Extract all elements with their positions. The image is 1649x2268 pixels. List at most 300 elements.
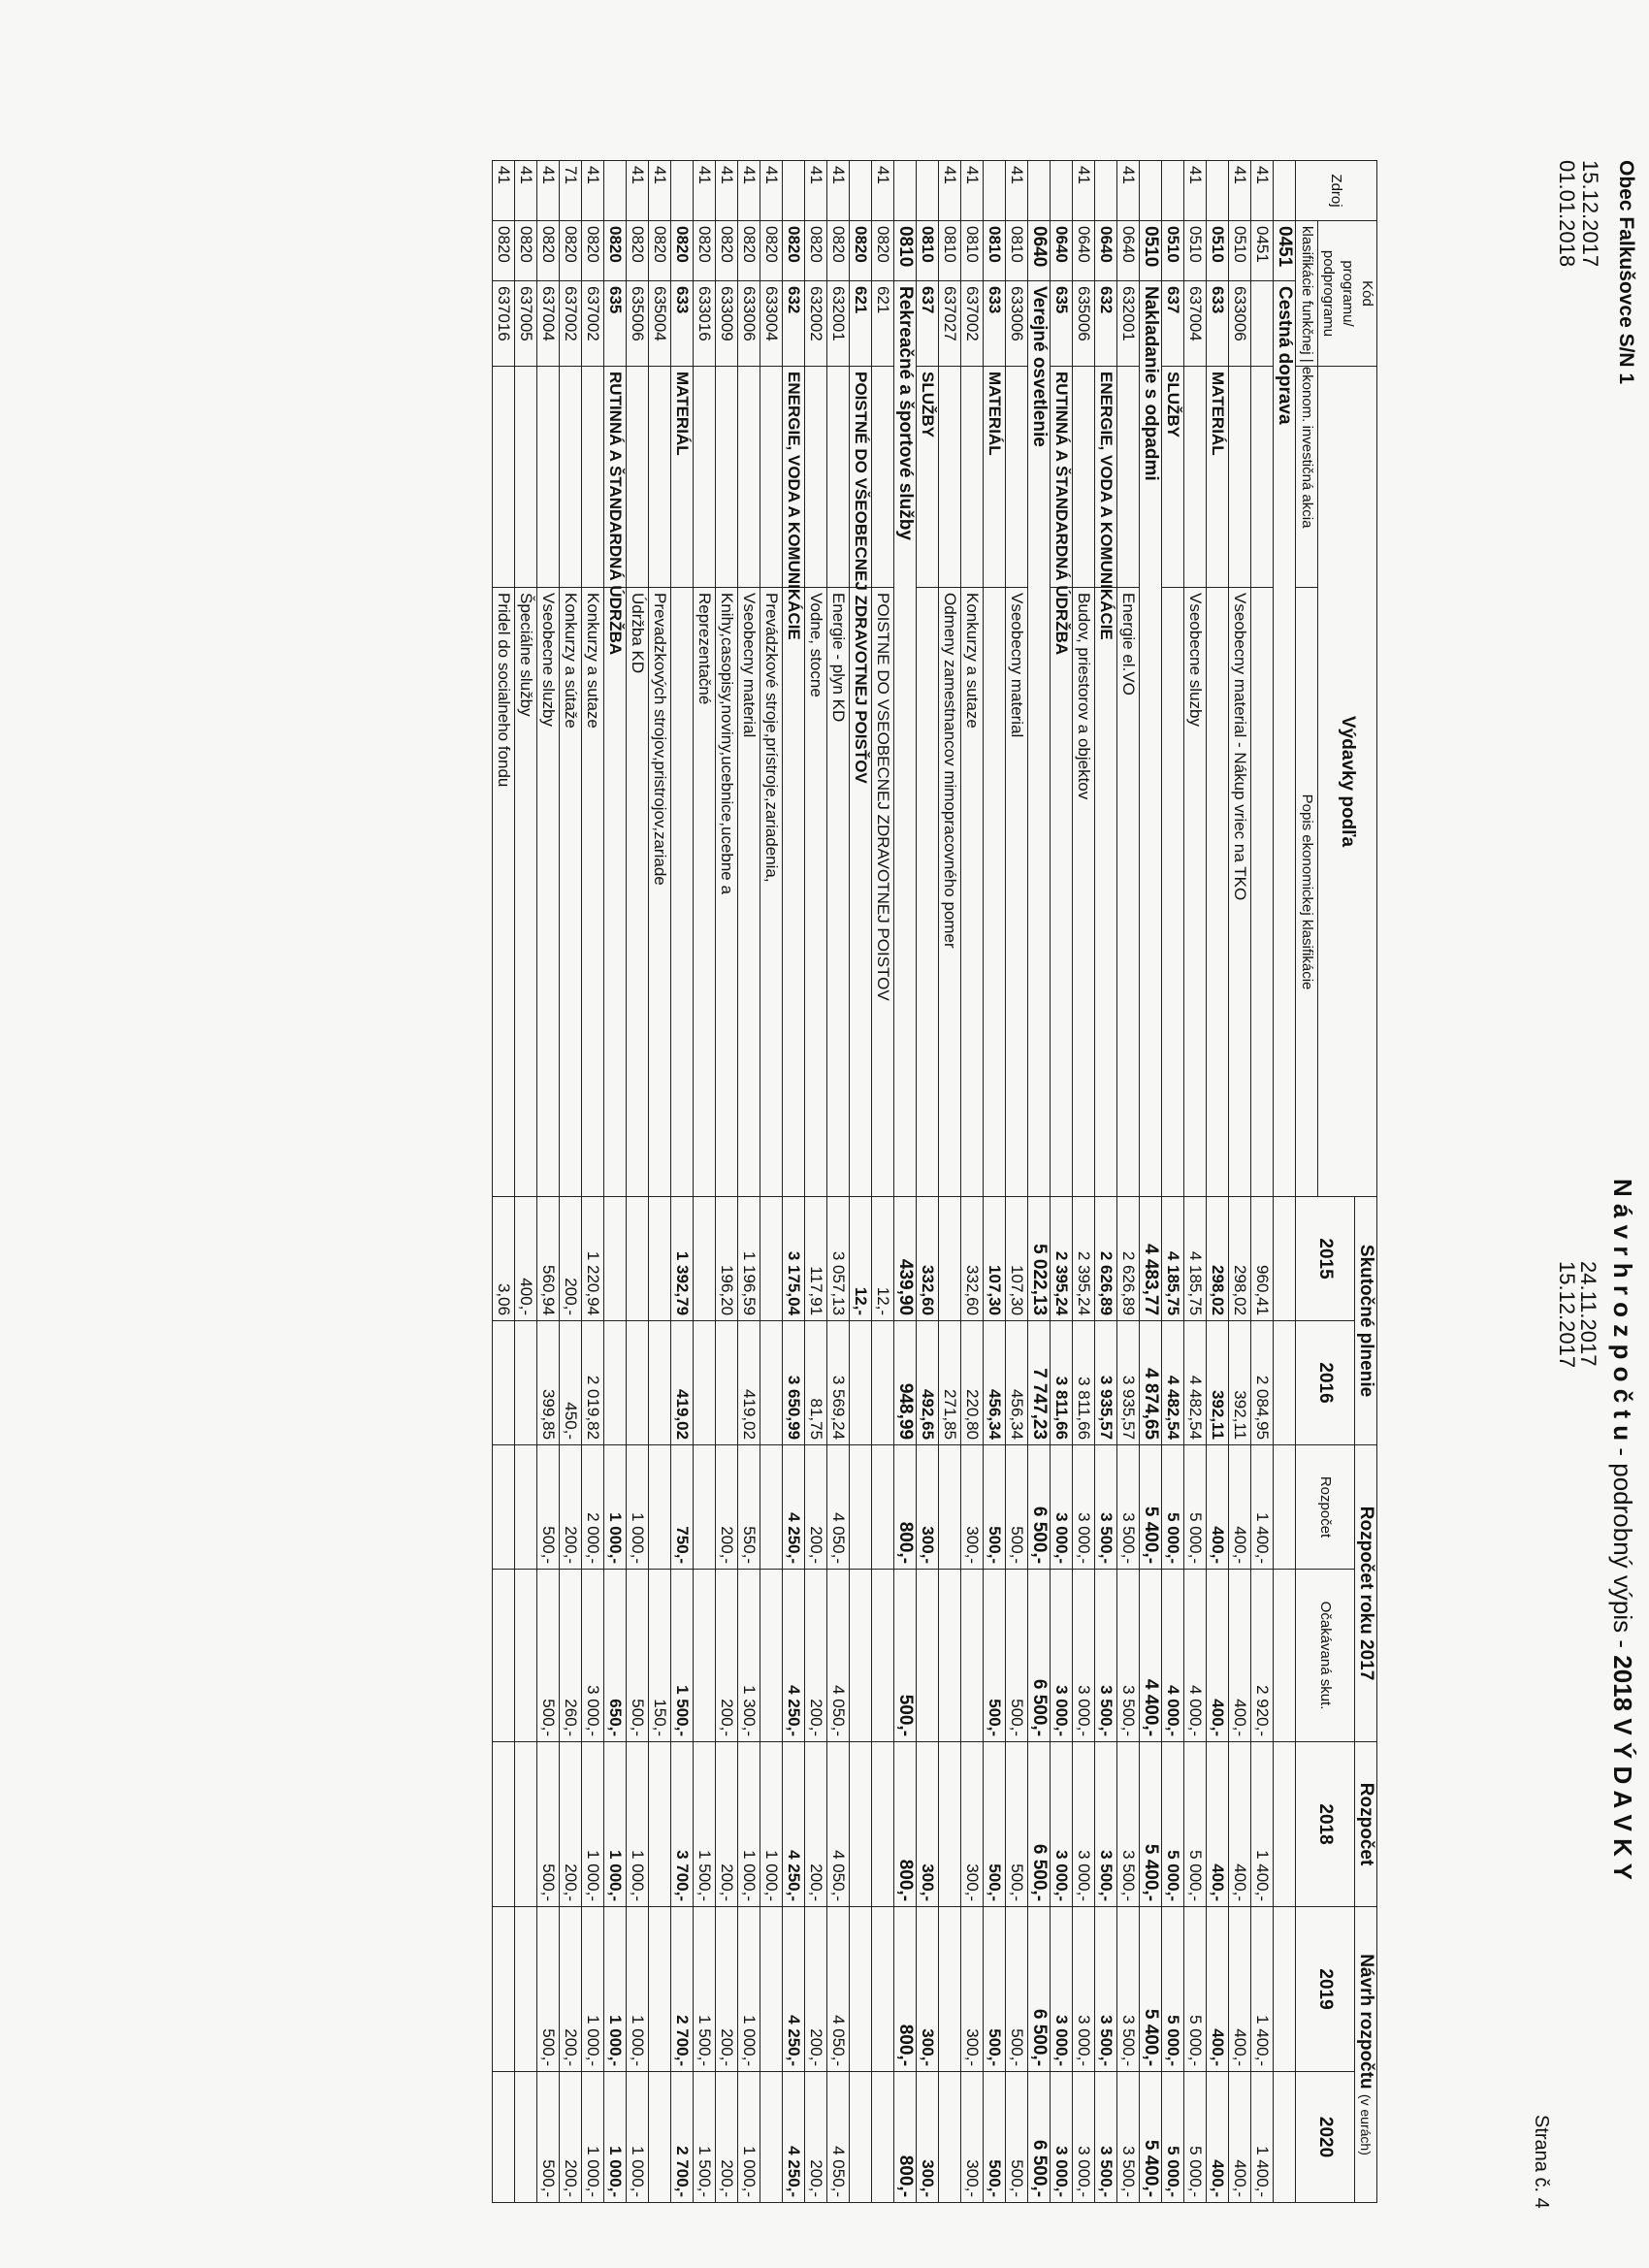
cell-r18 xyxy=(493,1742,515,1907)
cell-r18: 5 000,- xyxy=(1184,1742,1207,1907)
cell-func: 0810 xyxy=(939,221,961,281)
cell-n19 xyxy=(760,1907,783,2072)
cell-investicna xyxy=(560,367,582,588)
cell-v16: 456,34 xyxy=(984,1321,1006,1445)
table-row xyxy=(1184,161,1207,2203)
cell-v16: 4 874,65 xyxy=(1140,1321,1162,1445)
cell-r17: 5 000,- xyxy=(1184,1445,1207,1570)
cell-v15: 298,02 xyxy=(1229,1197,1251,1321)
cell-n19: 500,- xyxy=(984,1907,1006,2072)
cell-v16: 271,85 xyxy=(939,1321,961,1445)
cell-func: 0640 xyxy=(1028,221,1051,281)
cell-zdroj xyxy=(1095,161,1117,221)
cell-n20: 1 000,- xyxy=(582,2072,604,2203)
cell-r18: 300,- xyxy=(917,1742,939,1907)
cell-r17 xyxy=(493,1445,515,1570)
cell-r17: 3 000,- xyxy=(1051,1445,1073,1570)
cell-o17: 150,- xyxy=(649,1570,671,1742)
cell-o17: 4 050,- xyxy=(827,1570,850,1742)
cell-func: 0820 xyxy=(604,221,627,281)
cell-description: Vseobecny material - Nákup vriec na TKO xyxy=(1229,588,1251,1197)
subtotal-row xyxy=(917,161,939,2203)
col-2018: 2018 xyxy=(1296,1742,1355,1907)
cell-r18: 1 000,- xyxy=(604,1742,627,1907)
cell-n19: 2 700,- xyxy=(671,1907,694,2072)
cell-investicna: RUTINNÁ A ŠTANDARDNÁ ÚDRŽBA xyxy=(604,367,627,588)
cell-v15: 4 185,75 xyxy=(1162,1197,1184,1321)
cell-r17: 200,- xyxy=(716,1445,738,1570)
cell-func: 0820 xyxy=(805,221,827,281)
cell-n20 xyxy=(1274,2072,1296,2203)
cell-o17: 500,- xyxy=(537,1570,560,1742)
cell-v16: 220,80 xyxy=(961,1321,984,1445)
cell-zdroj: 41 xyxy=(537,161,560,221)
cell-r18: 1 400,- xyxy=(1251,1742,1274,1907)
cell-n20: 5 000,- xyxy=(1162,2072,1184,2203)
cell-n20: 500,- xyxy=(537,2072,560,2203)
table-row xyxy=(760,161,783,2203)
cell-description: Budov, priestorov a objektov xyxy=(1073,588,1095,1197)
cell-eko: 635 xyxy=(604,281,627,367)
col-2019: 2019 xyxy=(1296,1907,1355,2072)
subtotal-row xyxy=(604,161,627,2203)
table-row xyxy=(1229,161,1251,2203)
cell-eko: 637002 xyxy=(961,281,984,367)
cell-r18 xyxy=(850,1742,872,1907)
cell-func: 0820 xyxy=(872,221,894,281)
cell-v16: 3 811,66 xyxy=(1051,1321,1073,1445)
cell-func: 0820 xyxy=(649,221,671,281)
cell-func: 0820 xyxy=(537,221,560,281)
cell-func: 0820 xyxy=(560,221,582,281)
cell-o17: 3 000,- xyxy=(582,1570,604,1742)
cell-v15: 3 057,13 xyxy=(827,1197,850,1321)
title-detail: - podrobný výpis - xyxy=(1608,1441,1637,1649)
cell-n19 xyxy=(515,1907,537,2072)
cell-r18: 200,- xyxy=(716,1742,738,1907)
table-row xyxy=(515,161,537,2203)
cell-description xyxy=(671,588,694,1197)
cell-r17: 800,- xyxy=(894,1445,917,1570)
cell-n19: 500,- xyxy=(537,1907,560,2072)
cell-n19: 200,- xyxy=(560,1907,582,2072)
cell-o17: 400,- xyxy=(1229,1570,1251,1742)
cell-investicna: MATERIÁL xyxy=(1207,367,1229,588)
cell-n19: 1 000,- xyxy=(738,1907,760,2072)
cell-r18: 4 250,- xyxy=(783,1742,805,1907)
col-popis: Popis ekonomickej klasifikácie xyxy=(1296,588,1318,1197)
cell-v16: 4 482,54 xyxy=(1184,1321,1207,1445)
cell-description xyxy=(1162,588,1184,1197)
col-rozpocet-2017: Rozpočet roku 2017 xyxy=(1355,1445,1377,1742)
cell-n19: 5 400,- xyxy=(1140,1907,1162,2072)
cell-investicna: MATERIÁL xyxy=(671,367,694,588)
cell-n19: 500,- xyxy=(1006,1907,1028,2072)
cell-description xyxy=(984,588,1006,1197)
cell-investicna xyxy=(805,367,827,588)
cell-r18: 5 400,- xyxy=(1140,1742,1162,1907)
cell-investicna xyxy=(1184,367,1207,588)
cell-v15: 560,94 xyxy=(537,1197,560,1321)
cell-eko: 637004 xyxy=(1184,281,1207,367)
cell-r18: 6 500,- xyxy=(1028,1742,1051,1907)
cell-description: Údržba KD xyxy=(627,588,649,1197)
cell-zdroj: 41 xyxy=(1184,161,1207,221)
cell-v16: 3 935,57 xyxy=(1095,1321,1117,1445)
cell-v15: 3,06 xyxy=(493,1197,515,1321)
cell-n20: 300,- xyxy=(961,2072,984,2203)
cell-r18 xyxy=(515,1742,537,1907)
document-title xyxy=(1607,1179,1637,1880)
cell-func: 0451 xyxy=(1251,221,1274,281)
cell-v16 xyxy=(872,1321,894,1445)
cell-r17: 1 000,- xyxy=(604,1445,627,1570)
cell-zdroj xyxy=(984,161,1006,221)
cell-investicna xyxy=(627,367,649,588)
cell-description xyxy=(604,588,627,1197)
date-center-1: 24.11.2017 xyxy=(1576,1261,1600,1367)
cell-v16: 7 747,23 xyxy=(1028,1321,1051,1445)
cell-v15 xyxy=(939,1197,961,1321)
cell-description xyxy=(1207,588,1229,1197)
cell-o17: 500,- xyxy=(627,1570,649,1742)
cell-description: Knihy,casopisy,noviny,ucebnice,ucebne a xyxy=(716,588,738,1197)
cell-r18: 800,- xyxy=(894,1742,917,1907)
cell-investicna xyxy=(1006,367,1028,588)
cell-n20: 5 400,- xyxy=(1140,2072,1162,2203)
cell-n20: 800,- xyxy=(894,2072,917,2203)
cell-n20: 3 500,- xyxy=(1117,2072,1140,2203)
cell-zdroj: 41 xyxy=(1006,161,1028,221)
cell-func: 0640 xyxy=(1095,221,1117,281)
cell-r17 xyxy=(760,1445,783,1570)
cell-description: Konkurzy a sútaže xyxy=(560,588,582,1197)
cell-o17: 200,- xyxy=(805,1570,827,1742)
cell-r17 xyxy=(850,1445,872,1570)
subtotal-row xyxy=(1162,161,1184,2203)
cell-v15: 12,- xyxy=(850,1197,872,1321)
cell-r18: 200,- xyxy=(805,1742,827,1907)
cell-n20: 3 500,- xyxy=(1095,2072,1117,2203)
cell-r17: 750,- xyxy=(671,1445,694,1570)
cell-eko: 621 xyxy=(872,281,894,367)
cell-description xyxy=(917,588,939,1197)
cell-v15 xyxy=(649,1197,671,1321)
col-rozpocet-2018-header: Rozpočet xyxy=(1355,1742,1377,1907)
cell-o17: 200,- xyxy=(716,1570,738,1742)
cell-zdroj: 41 xyxy=(961,161,984,221)
cell-description: Konkurzy a sutaze xyxy=(582,588,604,1197)
cell-eko: 633016 xyxy=(694,281,716,367)
cell-investicna xyxy=(716,367,738,588)
cell-func: 0820 xyxy=(760,221,783,281)
cell-v15: 1 196,59 xyxy=(738,1197,760,1321)
cell-func: 0510 xyxy=(1207,221,1229,281)
cell-zdroj: 41 xyxy=(939,161,961,221)
cell-func: 0640 xyxy=(1073,221,1095,281)
cell-n20: 200,- xyxy=(560,2072,582,2203)
cell-eko: 637027 xyxy=(939,281,961,367)
cell-eko: 633004 xyxy=(760,281,783,367)
cell-v15: 200,- xyxy=(560,1197,582,1321)
cell-v16: 2 084,95 xyxy=(1251,1321,1274,1445)
table-row xyxy=(1251,161,1274,2203)
cell-r17: 3 000,- xyxy=(1073,1445,1095,1570)
cell-v15: 2 395,24 xyxy=(1051,1197,1073,1321)
cell-description: Pridel do socialneho fondu xyxy=(493,588,515,1197)
cell-n20: 200,- xyxy=(716,2072,738,2203)
cell-r18: 1 500,- xyxy=(694,1742,716,1907)
cell-description xyxy=(783,588,805,1197)
cell-r17: 500,- xyxy=(984,1445,1006,1570)
cell-n20: 1 000,- xyxy=(604,2072,627,2203)
table-row xyxy=(649,161,671,2203)
cell-zdroj: 41 xyxy=(627,161,649,221)
cell-n19: 200,- xyxy=(805,1907,827,2072)
cell-o17 xyxy=(1274,1570,1296,1742)
cell-o17 xyxy=(760,1570,783,1742)
cell-func: 0451 xyxy=(1274,221,1296,281)
cell-r17: 500,- xyxy=(537,1445,560,1570)
cell-zdroj: 41 xyxy=(827,161,850,221)
page-label: Strana č. xyxy=(1531,2115,1552,2193)
cell-investicna: POISTNÉ DO VŠEOBECNEJ ZDRAVOTNEJ POISŤOV xyxy=(850,367,872,588)
cell-zdroj: 41 xyxy=(515,161,537,221)
cell-n20 xyxy=(493,2072,515,2203)
cell-r17 xyxy=(872,1445,894,1570)
cell-v16: 392,11 xyxy=(1207,1321,1229,1445)
cell-r18: 500,- xyxy=(537,1742,560,1907)
cell-o17: 260,- xyxy=(560,1570,582,1742)
cell-o17: 6 500,- xyxy=(1028,1570,1051,1742)
cell-v16: 3 811,66 xyxy=(1073,1321,1095,1445)
cell-func: 0640 xyxy=(1117,221,1140,281)
cell-v15: 107,30 xyxy=(1006,1197,1028,1321)
cell-func: 0510 xyxy=(1140,221,1162,281)
cell-eko: 633009 xyxy=(716,281,738,367)
cell-o17: 500,- xyxy=(1006,1570,1028,1742)
cell-r17: 3 500,- xyxy=(1095,1445,1117,1570)
cell-func: 0820 xyxy=(627,221,649,281)
cell-investicna: ENERGIE, VODA A KOMUNIKÁCIE xyxy=(783,367,805,588)
cell-r17: 3 500,- xyxy=(1117,1445,1140,1570)
cell-v16: 419,02 xyxy=(738,1321,760,1445)
col-vydavky-podla: Výdavky podľa xyxy=(1318,367,1377,1197)
section-row xyxy=(1274,161,1296,2203)
cell-func: 0820 xyxy=(850,221,872,281)
cell-v15: 4 483,77 xyxy=(1140,1197,1162,1321)
cell-func: 0810 xyxy=(1006,221,1028,281)
cell-v16: 392,11 xyxy=(1229,1321,1251,1445)
cell-v16: 456,34 xyxy=(1006,1321,1028,1445)
cell-r18: 400,- xyxy=(1207,1742,1229,1907)
cell-v15: 1 392,79 xyxy=(671,1197,694,1321)
cell-eko: 632 xyxy=(783,281,805,367)
cell-eko: 632 xyxy=(1095,281,1117,367)
cell-o17 xyxy=(917,1570,939,1742)
cell-r17: 6 500,- xyxy=(1028,1445,1051,1570)
cell-v16: 948,99 xyxy=(894,1321,917,1445)
cell-description xyxy=(1051,588,1073,1197)
cell-eko: 632001 xyxy=(1117,281,1140,367)
cell-o17: 3 500,- xyxy=(1117,1570,1140,1742)
cell-eko: 635006 xyxy=(627,281,649,367)
cell-n19: 200,- xyxy=(716,1907,738,2072)
cell-investicna xyxy=(1117,367,1140,588)
title-main: N á v r h r o z p o č t u xyxy=(1608,1179,1637,1442)
cell-r17: 400,- xyxy=(1207,1445,1229,1570)
cell-r18: 200,- xyxy=(560,1742,582,1907)
cell-r18 xyxy=(939,1742,961,1907)
table-row xyxy=(1073,161,1095,2203)
cell-v15: 5 022,13 xyxy=(1028,1197,1051,1321)
cell-eko: 637 xyxy=(917,281,939,367)
cell-v16 xyxy=(760,1321,783,1445)
cell-investicna: MATERIÁL xyxy=(984,367,1006,588)
subtotal-row xyxy=(850,161,872,2203)
cell-n20: 3 000,- xyxy=(1073,2072,1095,2203)
col-ocakavana: Očakávaná skut. xyxy=(1296,1570,1355,1742)
cell-o17: 2 920,- xyxy=(1251,1570,1274,1742)
cell-r18: 3 700,- xyxy=(671,1742,694,1907)
table-row xyxy=(694,161,716,2203)
cell-o17: 3 000,- xyxy=(1051,1570,1073,1742)
cell-zdroj: 41 xyxy=(1251,161,1274,221)
cell-zdroj xyxy=(1051,161,1073,221)
cell-n20 xyxy=(649,2072,671,2203)
cell-n19: 6 500,- xyxy=(1028,1907,1051,2072)
cell-r17: 550,- xyxy=(738,1445,760,1570)
cell-n20: 1 400,- xyxy=(1251,2072,1274,2203)
cell-v16 xyxy=(604,1321,627,1445)
page-indicator xyxy=(1530,2115,1552,2209)
cell-r17 xyxy=(649,1445,671,1570)
cell-description: Špeciálne služby xyxy=(515,588,537,1197)
cell-v15: 196,20 xyxy=(716,1197,738,1321)
cell-zdroj xyxy=(783,161,805,221)
cell-v16 xyxy=(649,1321,671,1445)
cell-r18 xyxy=(649,1742,671,1907)
cell-eko: 632002 xyxy=(805,281,827,367)
cell-r18 xyxy=(1274,1742,1296,1907)
col-2020: 2020 xyxy=(1296,2072,1355,2203)
cell-description: Vseobecne sluzby xyxy=(1184,588,1207,1197)
cell-zdroj: 41 xyxy=(738,161,760,221)
cell-investicna xyxy=(738,367,760,588)
cell-eko: 633 xyxy=(1207,281,1229,367)
cell-v16 xyxy=(716,1321,738,1445)
cell-n19: 400,- xyxy=(1229,1907,1251,2072)
cell-r18: 3 000,- xyxy=(1051,1742,1073,1907)
cell-v16 xyxy=(493,1321,515,1445)
cell-zdroj: 41 xyxy=(1117,161,1140,221)
cell-section-name: Rekreačné a športové služby xyxy=(894,281,917,1197)
cell-o17: 500,- xyxy=(984,1570,1006,1742)
cell-func: 0640 xyxy=(1051,221,1073,281)
cell-r18: 400,- xyxy=(1229,1742,1251,1907)
title-year: 2018 V Ý D A V K Y xyxy=(1608,1655,1637,1880)
cell-func: 0510 xyxy=(1162,221,1184,281)
cell-investicna xyxy=(493,367,515,588)
cell-n19 xyxy=(493,1907,515,2072)
subtotal-row xyxy=(1207,161,1229,2203)
cell-r17 xyxy=(694,1445,716,1570)
table-row xyxy=(493,161,515,2203)
cell-description: Energie - plyn KD xyxy=(827,588,850,1197)
cell-n19: 3 000,- xyxy=(1073,1907,1095,2072)
cell-o17: 4 000,- xyxy=(1184,1570,1207,1742)
cell-eko: 637016 xyxy=(493,281,515,367)
cell-description xyxy=(1251,588,1274,1197)
table-row xyxy=(872,161,894,2203)
cell-v15 xyxy=(1274,1197,1296,1321)
cell-eko: 633 xyxy=(984,281,1006,367)
cell-v16: 4 482,54 xyxy=(1162,1321,1184,1445)
col-2015: 2015 xyxy=(1296,1197,1355,1321)
cell-r17: 200,- xyxy=(560,1445,582,1570)
subtotal-row xyxy=(1095,161,1117,2203)
cell-v16 xyxy=(515,1321,537,1445)
cell-description: Vseobecny material xyxy=(738,588,760,1197)
page-number: 4 xyxy=(1531,2197,1552,2209)
date-center-2: 15.12.2017 xyxy=(1555,1261,1579,1369)
cell-n19 xyxy=(939,1907,961,2072)
cell-description: Vseobecny material xyxy=(1006,588,1028,1197)
cell-n19: 4 250,- xyxy=(783,1907,805,2072)
cell-n19: 4 050,- xyxy=(827,1907,850,2072)
cell-eko: 633 xyxy=(671,281,694,367)
table-row xyxy=(716,161,738,2203)
col-2016: 2016 xyxy=(1296,1321,1355,1445)
cell-v16: 3 650,99 xyxy=(783,1321,805,1445)
col-kod-programu: Kód programu/ podprogramu xyxy=(1318,221,1377,367)
cell-v15: 117,91 xyxy=(805,1197,827,1321)
cell-v15 xyxy=(760,1197,783,1321)
cell-n19: 1 000,- xyxy=(582,1907,604,2072)
cell-o17 xyxy=(694,1570,716,1742)
cell-investicna: ENERGIE, VODA A KOMUNIKÁCIE xyxy=(1095,367,1117,588)
cell-eko: 637002 xyxy=(560,281,582,367)
cell-zdroj xyxy=(1028,161,1051,221)
cell-n19: 1 500,- xyxy=(694,1907,716,2072)
cell-investicna: SLUŽBY xyxy=(1162,367,1184,588)
cell-r17: 5 400,- xyxy=(1140,1445,1162,1570)
cell-n20: 2 700,- xyxy=(671,2072,694,2203)
subtotal-row xyxy=(671,161,694,2203)
table-row xyxy=(961,161,984,2203)
budget-rows xyxy=(493,161,1296,2203)
cell-section-name: Nakladanie s odpadmi xyxy=(1140,281,1162,1197)
cell-description: Vodne, stocne xyxy=(805,588,827,1197)
budget-table xyxy=(492,160,1377,2203)
cell-o17: 650,- xyxy=(604,1570,627,1742)
cell-n20 xyxy=(760,2072,783,2203)
cell-r18: 1 000,- xyxy=(760,1742,783,1907)
cell-description xyxy=(1095,588,1117,1197)
cell-eko: 632001 xyxy=(827,281,850,367)
subtotal-row xyxy=(984,161,1006,2203)
cell-description: Konkurzy a sutaze xyxy=(961,588,984,1197)
cell-v15: 298,02 xyxy=(1207,1197,1229,1321)
cell-eko: 637005 xyxy=(515,281,537,367)
cell-r17 xyxy=(939,1445,961,1570)
cell-investicna xyxy=(1251,367,1274,588)
cell-section-name: Verejné osvetlenie xyxy=(1028,281,1051,1197)
cell-zdroj xyxy=(1162,161,1184,221)
table-row xyxy=(805,161,827,2203)
cell-v16 xyxy=(1274,1321,1296,1445)
cell-r17: 1 000,- xyxy=(627,1445,649,1570)
